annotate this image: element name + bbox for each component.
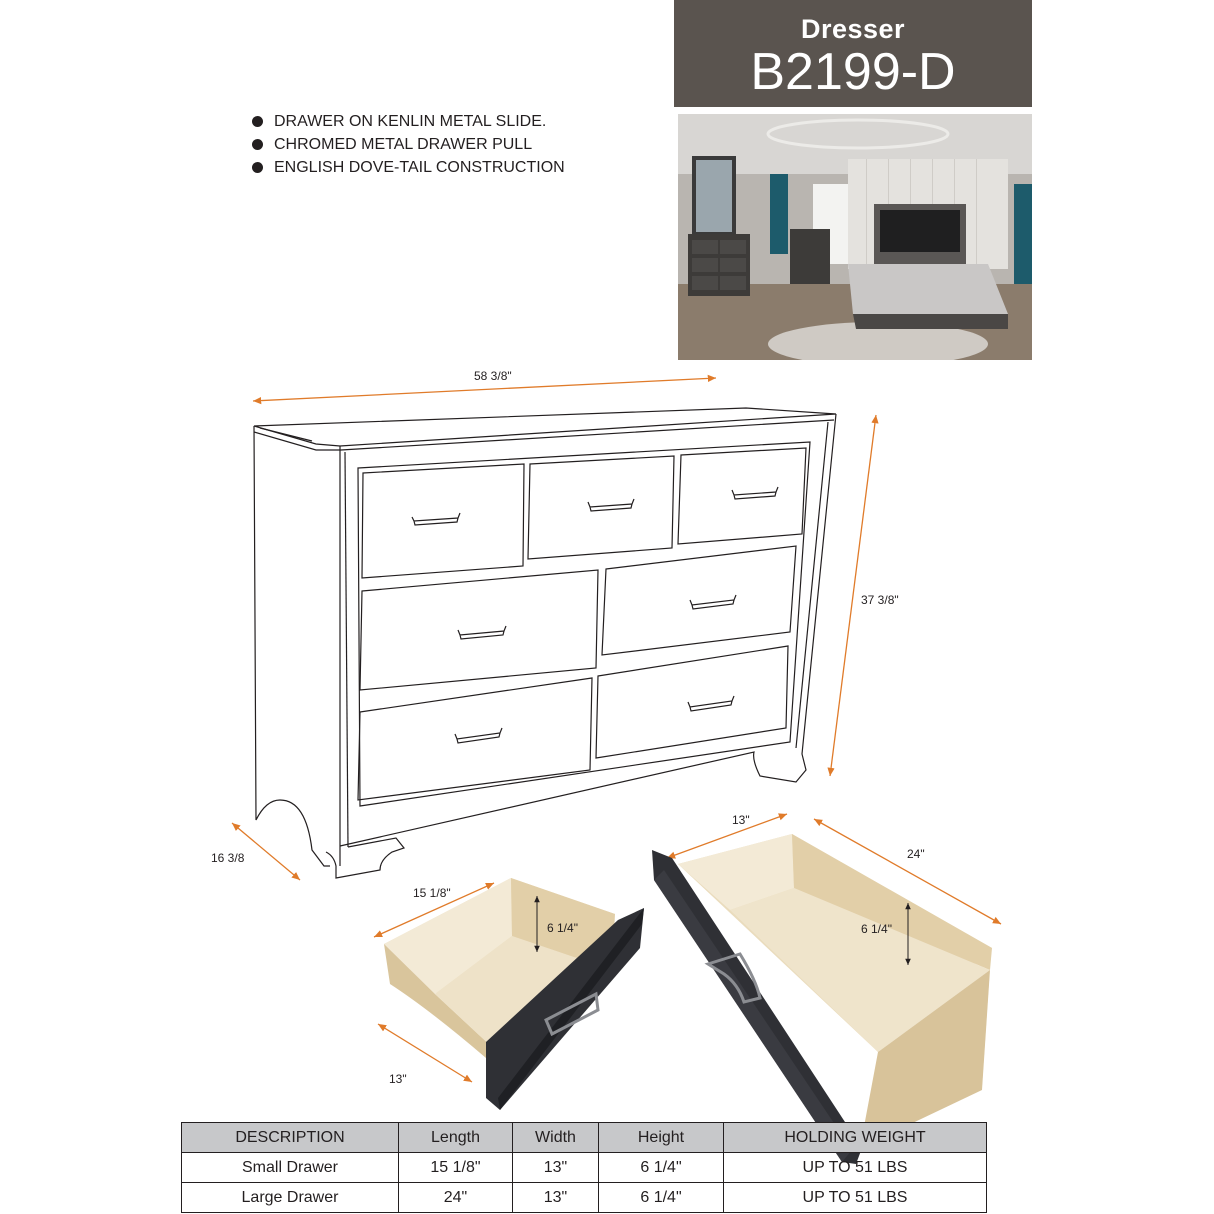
table-header-cell: DESCRIPTION — [182, 1123, 399, 1153]
height-label: 37 3/8" — [861, 593, 899, 607]
table-row — [182, 1153, 987, 1183]
depth-label: 16 3/8 — [211, 851, 245, 865]
small-drawer-height-label: 6 1/4" — [547, 921, 578, 935]
drawer-spec-table — [181, 1122, 987, 1213]
small-drawer-illustration — [384, 878, 644, 1110]
table-cell: UP TO 51 LBS — [724, 1153, 987, 1183]
large-drawer-illustration — [652, 834, 992, 1164]
feature-item: CHROMED METAL DRAWER PULL — [248, 133, 565, 156]
table-row — [182, 1183, 987, 1213]
width-label: 58 3/8" — [474, 369, 512, 383]
table-cell: 6 1/4" — [599, 1153, 724, 1183]
table-header-row — [182, 1123, 987, 1153]
large-drawer-height-label: 6 1/4" — [861, 922, 892, 936]
large-drawer-length-label: 24" — [907, 847, 925, 861]
table-cell: 6 1/4" — [599, 1183, 724, 1213]
drawer-pulls — [412, 487, 778, 743]
table-cell: 15 1/8" — [399, 1153, 513, 1183]
table-header-cell: Width — [513, 1123, 599, 1153]
small-drawer-width-label: 13" — [389, 1072, 407, 1086]
feature-item: ENGLISH DOVE-TAIL CONSTRUCTION — [248, 156, 565, 179]
table-cell: Small Drawer — [182, 1153, 399, 1183]
table-header-cell: HOLDING WEIGHT — [724, 1123, 987, 1153]
table-cell: Large Drawer — [182, 1183, 399, 1213]
dresser-outline — [254, 408, 836, 878]
table-header-cell: Length — [399, 1123, 513, 1153]
dresser-drawers — [358, 448, 806, 800]
table-cell: 24" — [399, 1183, 513, 1213]
table-cell: UP TO 51 LBS — [724, 1183, 987, 1213]
table-cell: 13" — [513, 1183, 599, 1213]
table-cell: 13" — [513, 1153, 599, 1183]
table-header-cell: Height — [599, 1123, 724, 1153]
small-drawer-length-label: 15 1/8" — [413, 886, 451, 900]
product-code: B2199-D — [750, 43, 956, 101]
product-type: Dresser — [800, 14, 906, 44]
large-drawer-width-label: 13" — [732, 813, 750, 827]
feature-item: DRAWER ON KENLIN METAL SLIDE. — [248, 110, 565, 133]
